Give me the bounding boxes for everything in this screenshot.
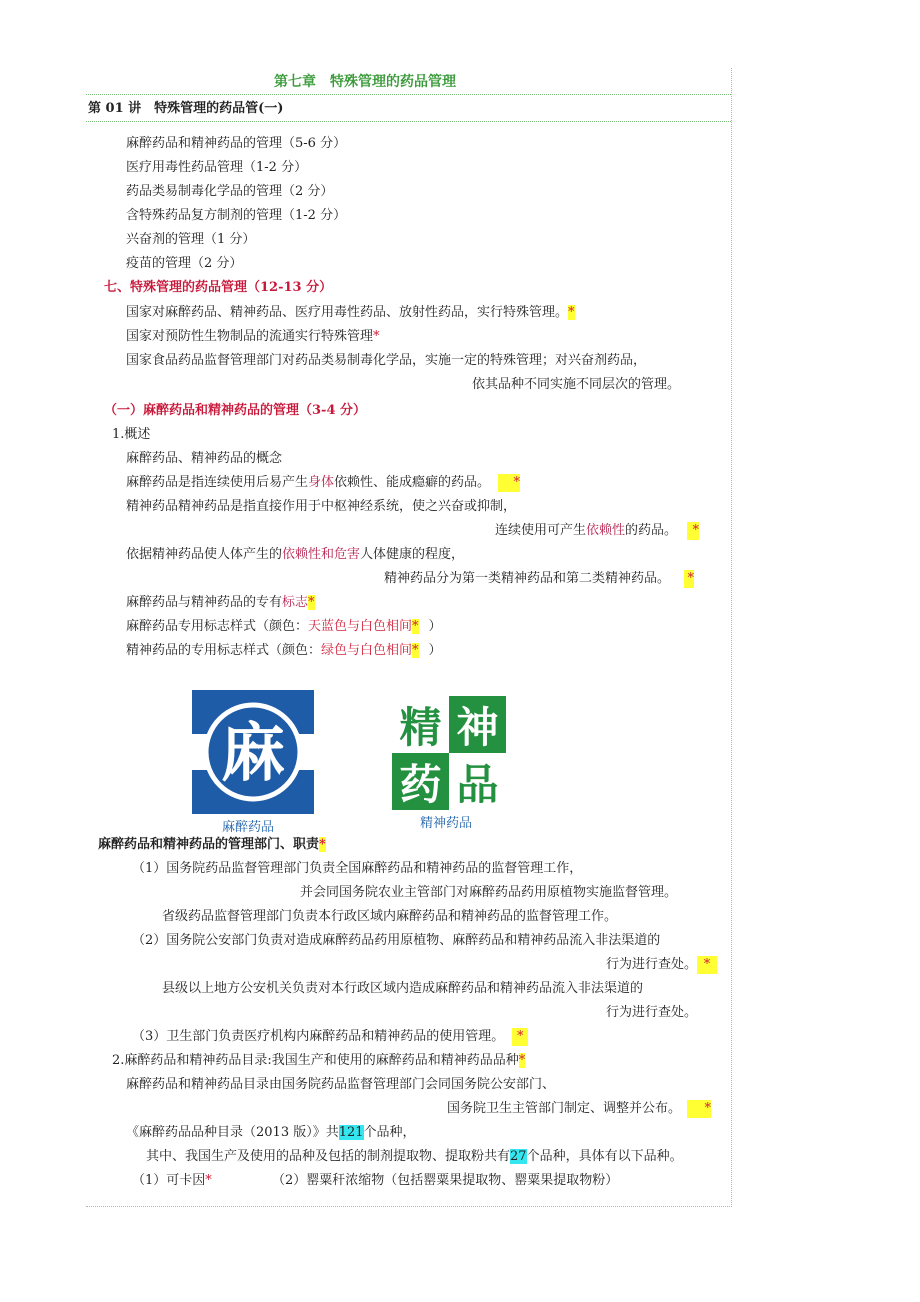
paragraph: 精神药品精神药品是指直接作用于中枢神经系统，使之兴奋或抑制， xyxy=(126,499,517,514)
paragraph xyxy=(132,1172,212,1190)
text: 《麻醉药品品种目录（2013 版）》共 xyxy=(126,1125,339,1140)
paragraph xyxy=(126,304,575,322)
star-mark: * xyxy=(319,837,326,852)
star-mark: * xyxy=(373,329,380,344)
outline-item: 疫苗的管理（2 分） xyxy=(126,256,243,271)
psychotropic-logo-char: 神 xyxy=(456,703,499,752)
paragraph: 国家食品药品监督管理部门对药品类易制毒化学品，实施一定的特殊管理；对兴奋剂药品， xyxy=(126,353,647,368)
narcotic-logo-char: 麻 xyxy=(221,717,285,791)
highlight-term: 依赖性和危害 xyxy=(282,547,361,562)
paragraph: 县级以上地方公安机关负责对本行政区域内造成麻醉药品和精神药品流入非法渠道的 xyxy=(162,981,644,996)
text: 麻醉药品与精神药品的专有 xyxy=(126,595,283,610)
narcotic-logo-caption: 麻醉药品 xyxy=(222,820,275,835)
outline-item: 兴奋剂的管理（1 分） xyxy=(126,232,256,247)
star-mark: * xyxy=(205,1173,212,1188)
text: 麻醉药品专用标志样式（颜色： xyxy=(126,619,309,634)
psychotropic-logo xyxy=(392,696,506,810)
divider xyxy=(86,121,731,122)
text: 个品种， xyxy=(363,1125,416,1140)
text: 人体健康的程度， xyxy=(360,547,465,562)
star-mark: * xyxy=(568,305,575,320)
text: 2.麻醉药品和精神药品目录:我国生产和使用的麻醉药品和精神药品品种 xyxy=(112,1053,519,1068)
text: 精神药品的专用标志样式（颜色： xyxy=(126,643,322,658)
text: 精神药品分为第一类精神药品和第二类精神药品。 xyxy=(384,571,671,586)
paragraph xyxy=(126,642,442,660)
star-mark: * xyxy=(697,956,717,974)
paragraph xyxy=(146,1148,683,1166)
text: （3）卫生部门负责医疗机构内麻醉药品和精神药品的使用管理。 xyxy=(132,1029,505,1044)
paragraph xyxy=(384,570,694,588)
paragraph: 依其品种不同实施不同层次的管理。 xyxy=(472,377,681,392)
paragraph: （2）罂粟秆浓缩物（包括罂粟果提取物、罂粟果提取物粉） xyxy=(272,1173,619,1188)
star-mark: * xyxy=(308,595,315,610)
text: 依赖性、能成瘾癖的药品。 xyxy=(334,475,491,490)
text: 依据精神药品使人体产生的 xyxy=(126,547,283,562)
paragraph: 并会同国务院农业主管部门对麻醉药品药用原植物实施监督管理。 xyxy=(300,885,678,900)
text: 连续使用可产生 xyxy=(495,523,587,538)
psychotropic-logo-caption: 精神药品 xyxy=(420,816,473,831)
section-heading xyxy=(98,836,326,854)
lecture-title: 第 01 讲 特殊管理的药品管(一) xyxy=(88,101,284,116)
star-mark: * xyxy=(412,643,419,658)
paragraph: 行为进行查处。 xyxy=(606,1005,698,1020)
text: 麻醉药品是指连续使用后易产生 xyxy=(126,475,309,490)
star-mark: * xyxy=(687,1100,711,1118)
paragraph xyxy=(606,956,717,974)
highlight-term: 身体 xyxy=(308,475,335,490)
paragraph xyxy=(126,594,315,612)
outline-item: 医疗用毒性药品管理（1-2 分） xyxy=(126,160,308,175)
highlight-term: 依赖性 xyxy=(586,523,626,538)
outline-item: 药品类易制毒化学品的管理（2 分） xyxy=(126,184,334,199)
highlight-term: 天蓝色与白色相间 xyxy=(308,619,413,634)
section-heading: 七、特殊管理的药品管理（12-13 分） xyxy=(104,280,333,295)
narcotic-logo xyxy=(192,690,314,814)
text: 其中、我国生产及使用的品种及包括的制剂提取物、提取粉共有 xyxy=(146,1149,511,1164)
paragraph xyxy=(447,1100,711,1118)
subsection-heading: （一）麻醉药品和精神药品的管理（3-4 分） xyxy=(104,403,367,418)
text: 行为进行查处。 xyxy=(606,957,698,972)
text: （1）可卡因 xyxy=(132,1173,206,1188)
psychotropic-logo-char: 药 xyxy=(399,760,442,809)
text: 国家对预防性生物制品的流通实行特殊管理 xyxy=(126,329,374,344)
text: 的药品。 xyxy=(625,523,678,538)
text: 国家对麻醉药品、精神药品、医疗用毒性药品、放射性药品，实行特殊管理。 xyxy=(126,305,569,320)
chapter-title: 第七章 特殊管理的药品管理 xyxy=(274,74,456,90)
psychotropic-logo-char: 精 xyxy=(399,703,442,752)
paragraph: （2）国务院公安部门负责对造成麻醉药品药用原植物、麻醉药品和精神药品流入非法渠道的 xyxy=(132,933,661,948)
paragraph: 省级药品监督管理部门负责本行政区域内麻醉药品和精神药品的监督管理工作。 xyxy=(162,909,618,924)
paragraph: 麻醉药品、精神药品的概念 xyxy=(126,451,283,466)
star-mark: * xyxy=(684,570,694,588)
divider xyxy=(86,94,731,95)
star-mark: * xyxy=(412,619,419,634)
text: 麻醉药品和精神药品的管理部门、职责 xyxy=(98,837,320,852)
star-mark: * xyxy=(687,522,699,540)
paragraph xyxy=(126,474,520,492)
outline-item: 含特殊药品复方制剂的管理（1-2 分） xyxy=(126,208,347,223)
outline-item: 麻醉药品和精神药品的管理（5-6 分） xyxy=(126,136,347,151)
paragraph: （1）国务院药品监督管理部门负责全国麻醉药品和精神药品的监督管理工作， xyxy=(132,861,583,876)
star-mark: * xyxy=(498,474,520,492)
paragraph: 麻醉药品和精神药品目录由国务院药品监督管理部门会同国务院公安部门、 xyxy=(126,1077,556,1092)
text: 个品种，具体有以下品种。 xyxy=(526,1149,683,1164)
paragraph xyxy=(126,546,464,564)
star-mark: * xyxy=(512,1028,528,1046)
star-mark: * xyxy=(518,1053,526,1068)
text: ） xyxy=(428,619,442,634)
paragraph xyxy=(126,1124,416,1142)
highlight-term: 绿色与白色相间 xyxy=(321,643,413,658)
paragraph xyxy=(495,522,699,540)
text: 国务院卫生主管部门制定、调整并公布。 xyxy=(447,1101,682,1116)
paragraph xyxy=(132,1028,528,1046)
highlight-number: 27 xyxy=(510,1149,527,1164)
paragraph xyxy=(126,618,442,636)
highlight-term: 标志 xyxy=(282,595,309,610)
paragraph xyxy=(126,328,380,346)
psychotropic-logo-char: 品 xyxy=(456,760,499,809)
list-item xyxy=(112,1052,525,1070)
highlight-number: 121 xyxy=(338,1125,364,1140)
list-item: 1.概述 xyxy=(112,427,151,442)
text: ） xyxy=(428,643,442,658)
